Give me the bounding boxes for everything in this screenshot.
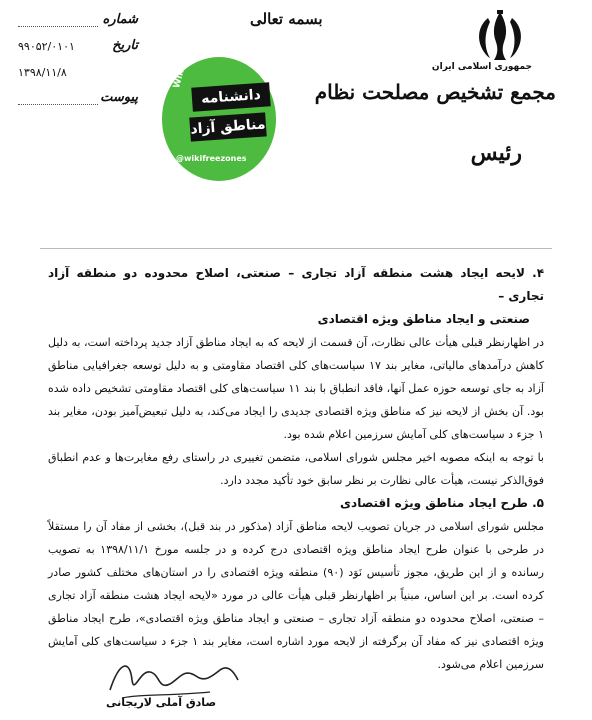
section-4-paragraph-1: در اظهارنظر قبلی هیأت عالی نظارت، آن قسمت از لایحه که به ایجاد مناطق آزاد جدید پرداخته است، به دلیل کاهش درآمدهای مالیاتی، مغایر بند ۱۷ سیاست‌های کلی اقتصاد مقاومتی و به دلیل توسعه جغرافیایی مناطق آزاد به جای توسعه حوزه عمل آنها، فاقد انطباق با بند ۱۱ سیاست‌های کلی اقتصاد مقاومتی تشخیص داده شده بود. آن بخش از لایحه نیز که مناطق ویژه اقتصادی جدیدی را ایجاد می‌کند، به دلیل تبعیض‌آمیز بودن، مغایر بند ۱ جزء د سیاست‌های کلی آمایش سرزمین اعلام شده بود. [48, 336, 544, 441]
number-label: شماره [102, 12, 138, 27]
section-5-heading-line1: طرح ایجاد مناطق ویژه اقتصادی [340, 496, 528, 510]
stamp-line-1: دانشنامه [191, 82, 270, 111]
date-value: ۱۳۹۸/۱۱/۸ [18, 66, 67, 79]
stamp-line-2: مناطق آزاد [189, 112, 266, 141]
section-4-number: ۴. [532, 266, 545, 280]
attachment-row [18, 90, 138, 116]
section-5-number: ۵. [532, 496, 544, 510]
section-5-heading [48, 492, 544, 515]
section-4-paragraph-2: با توجه به اینکه مصوبه اخیر مجلس شورای اسلامی، متضمن تغییری در راستای رفع مغایرت‌ها و عدم انطباق فوق‌الذکر نیست، هیأت عالی نظارت بر نظر سابق خود تأکید مجدد دارد. [48, 451, 544, 487]
signatory-name: صادق آملی لاریجانی [106, 696, 217, 709]
attachment-label: پیوست [100, 90, 138, 105]
wiki-freezones-stamp [162, 12, 276, 181]
stamp-wiki-label: Wiki Freezones [172, 12, 202, 90]
number-row [18, 12, 138, 38]
stamp-handle: @wikifreezones [176, 154, 247, 163]
section-4-heading [48, 262, 544, 308]
number-value: ۹۹۰۵۲/۰۱۰۱ [18, 40, 75, 53]
republic-text: جمهوری اسلامی ایران [431, 62, 532, 72]
section-4-heading-line1: لایحه ایجاد هشت منطقه آزاد تجاری – صنعتی، اصلاح محدوده دو منطقه آزاد تجاری – [48, 266, 544, 303]
date-value-row [18, 64, 138, 90]
section-4-heading-line2: صنعتی و ایجاد مناطق ویژه اقتصادی [317, 312, 530, 326]
section-5-paragraph-1: مجلس شورای اسلامی در جریان تصویب لایحه مناطق آزاد (مذکور در بند قبل)، بخشی از مفاد آن را مستقلاً در طرحی با عنوان طرح ایجاد مناطق ویژه اقتصادی درج کرده و در جلسه مورخ ۱۳۹۸/۱۱/۱ به تصویب رسانده و از این طریق، مجوز تأسیس نَوَد (۹۰) منطقه ویژه اقتصادی را در استان‌های مختلف کشور صادر کرده است. بر این اساس، مبنیاً بر اظهارنظر قبلی هیأت عالی در مورد «لایحه ایجاد هشت منطقه آزاد تجاری – صنعتی، اصلاح محدوده دو منطقه آزاد تجاری – صنعتی و ایجاد مناطق ویژه اقتصادی»، طرح ایجاد مناطق ویژه اقتصادی نیز که مفاد آن برگرفته از لایحه مورد اشاره است، مغایر بند ۱ جزء د سیاست‌های کلی آمایش سرزمین اعلام می‌شود. [48, 520, 544, 671]
handwritten-signature [100, 650, 250, 720]
letter-meta [18, 12, 138, 116]
letter-body [48, 262, 544, 676]
organization-name: مجمع تشخیص مصلحت نظام [314, 80, 556, 104]
sender-title: رئیس [470, 140, 522, 166]
header-divider [40, 248, 552, 249]
number-dots [18, 26, 98, 27]
bismillah: بسمه تعالی [250, 10, 323, 28]
iran-emblem-icon [470, 8, 530, 66]
attachment-dots [18, 104, 98, 105]
number-value-row [18, 38, 138, 64]
date-label: تاریخ [112, 38, 138, 53]
